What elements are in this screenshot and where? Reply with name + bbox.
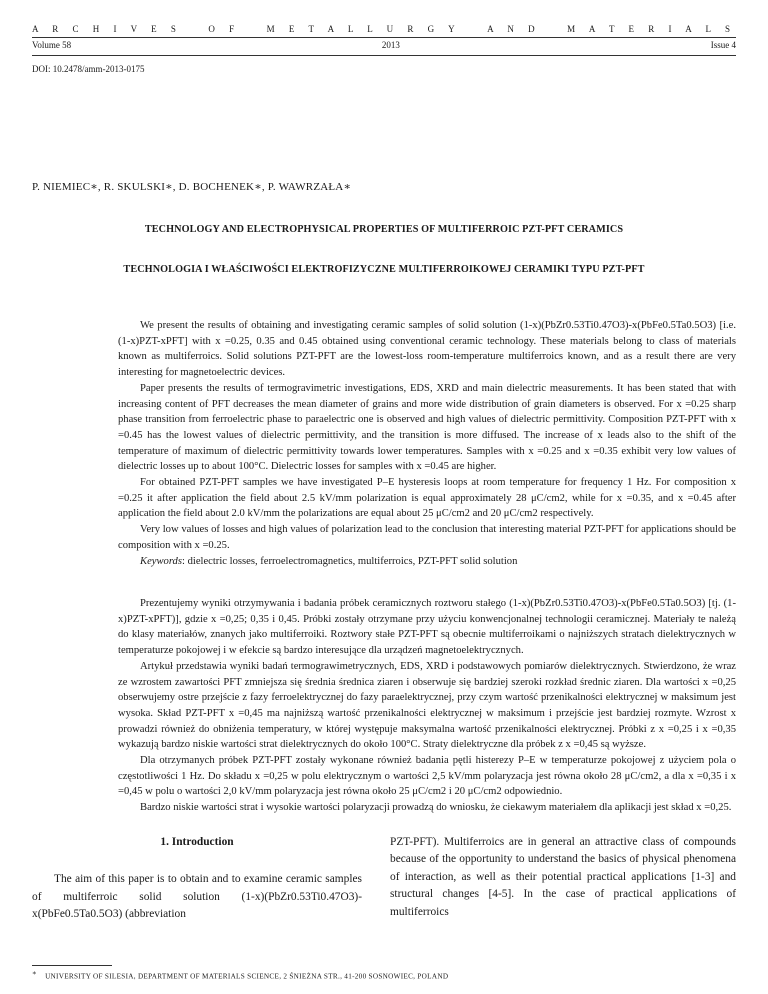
abstract-polish [118,596,736,816]
title-polish: TECHNOLOGIA I WŁAŚCIWOŚCI ELEKTROFIZYCZNE MULTIFERROIKOWEJ CERAMIKI TYPU PZT-PFT [123,264,645,275]
year-label: 2013 [381,40,400,50]
section-heading: 1. Introduction [160,836,234,848]
abstract-paragraph: Paper presents the results of termogravimetric investigations, EDS, XRD and main dielectric measurements. It has been stated that with increasing content of PFT decreases the mean diameter of grains and more wide distribution of grain diameters is observed. For x =0.25 sharp phase transition from ferroelectric phase to paraelectric one is observed and high values of dielectric permittivity. Composition PZT-PFT with x =0.45 has the lowest values of dielectric permittivity, and the transition is more diffused. The increase of x leads also to the shift of the temperature of maximum of dielectric permittivity towards lower temperatures. Samples with x =0.25 and x =0.35 exhibit very low values of dielectric losses up to about 100°C. Dielectric losses for samples with x =0.45 are higher. [118,382,736,473]
journal-word: A N D [487,24,541,34]
header-rule-top [32,37,736,38]
journal-name [32,24,736,34]
abstract-paragraph: Dla otrzymanych próbek PZT-PFT zostały wykonane również badania pętli histerezy P–E w temperaturze pokojowej z użyciem pola o częstotliwości 1 Hz. Do składu x =0,25 w polu elektrycznym o wartości 2,5 kV/mm polaryzacja jest równa około 28 μC/cm2, a dla x =0,35 i x =0,45 w polu o wartości 2,0 kV/mm polaryzacja jest równa około 25 μC/cm2 i 20 μC/cm2 odpowiednio. [118,755,736,798]
journal-word: O F [208,24,241,34]
body-column-right [390,834,736,921]
issue-meta [32,40,736,50]
abstract-paragraph: Prezentujemy wyniki otrzymywania i badania próbek ceramicznych roztworu stałego (1-x)(PbZr0.53Ti0.47O3)-x(PbFe0.5Ta0.5O3) [tj. (1-x)PZT-xPFT)], gdzie x =0,25; 0,35 i 0,45. Próbki zostały otrzymane przy użyciu konwencjonalnej technologii ceramicznej. Materiały te należą do klasy materiałów, znanych jako multiferroiki. Roztwory stałe PZT-PFT są obecnie multiferroikami o najniższych stratach dielektrycznych w temperaturze pokojowej i w efekcie są bardzo interesujące dla urządzeń magnetoelektrycznych. [118,598,736,657]
issue-label: Issue 4 [710,40,736,50]
volume-label: Volume 58 [32,40,72,50]
body-paragraph: PZT-PFT). Multiferroics are in general an attractive class of compounds because of the opportunity to understand the basics of physical phenomena of interaction, as well as their potential practical applications [1-3] and structural changes [4-5]. In the case of practical applications of multiferroics [390,836,736,918]
abstract-paragraph: We present the results of obtaining and investigating ceramic samples of solid solution (1-x)(PbZr0.53Ti0.47O3)-x(PbFe0.5Ta0.5O3) [i.e. (1-x)PZT-xPFT] with x =0.25, 0.35 and 0.45 obtained using conventional ceramic technology. These materials belong to class of materials known as multiferroics. Solid solutions PZT-PFT are the lowest-loss room-temperature multiferroics known, and as a result there are very interesting for magnetoelectric devices. [118,320,736,379]
title-english: TECHNOLOGY AND ELECTROPHYSICAL PROPERTIES OF MULTIFERROIC PZT-PFT CERAMICS [144,224,624,235]
keywords [118,554,736,570]
abstract-paragraph: Bardzo niskie wartości strat i wysokie wartości polaryzacji prowadzą do wniosku, że ciekawym materiałem dla aplikacji jest skład x =0,25. [140,802,732,814]
author-list: P. NIEMIEC∗, R. SKULSKI∗, D. BOCHENEK∗, P. WAWRZAŁA∗ [32,181,352,193]
body-paragraph: The aim of this paper is to obtain and to examine ceramic samples of multiferroic solid solution (1-x)(PbZr0.53Ti0.47O3)-x(PbFe0.5Ta0.5O3) (abbreviation [32,873,362,921]
keywords-list: : dielectric losses, ferroelectromagnetics, multiferroics, PZT-PFT solid solution [181,555,518,567]
doi[interactable]: DOI: 10.2478/amm-2013-0175 [32,64,145,74]
footnote-text: UNIVERSITY OF SILESIA, DEPARTMENT OF MATERIALS SCIENCE, 2 ŚNIEŻNA STR., 41-200 SOSNOWIEC, POLAND [45,972,449,981]
abstract-english [118,318,736,569]
footnote-mark: ∗ [32,969,38,977]
journal-word: M A T E R I A L S [567,24,736,34]
header-rule-bottom [32,55,736,56]
journal-word: A R C H I V E S [32,24,182,34]
abstract-paragraph: Artykuł przedstawia wyniki badań termograwimetrycznych, EDS, XRD i podstawowych pomiarów dielektrycznych. Stwierdzono, że wraz ze wzrostem zawartości PFT zmniejsza się średnia średnica ziaren i obserwuje się bardziej szeroki rozkład średnic ziaren. Dla wartości x =0,25 obserwujemy ostre przejście z fazy ferroelektrycznej do fazy paraelektrycznej, przy czym wartość przenikalności elektrycznej w maksimum jest wysoka. Skład PZT-PFT x =0,45 ma najniższą wartość przenikalności elektrycznej w maksimum i przejście jest bardziej rozmyte. Wzrost x prowadzi również do obniżenia temperatury, w której występuje maksymalna wartość przenikalności elektrycznej. Próbki z x =0,25 i x =0,35 wykazują bardzo niskie wartości strat dielektrycznych do około 100°C. Straty dielektryczne dla próbek z x =0,45 są wyższe. [118,660,736,751]
keywords-label: Keywords [140,555,182,567]
body-column-left [32,834,362,924]
abstract-paragraph: Very low values of losses and high values of polarization lead to the conclusion that interesting material PZT-PFT for applications should be composition with x =0.25. [118,524,736,551]
footnote-rule [32,965,112,966]
abstract-paragraph: For obtained PZT-PFT samples we have investigated P–E hysteresis loops at room temperature for frequency 1 Hz. For composition x =0.25 it after application the field about 2.5 kV/mm polarization is equal approximately 28 μC/cm2, while for x =0.35, and x =0.45 after application the field about 2.0 kV/mm the polarizations are equal about 25 μC/cm2 and 20 μC/cm2 respectively. [118,477,736,520]
journal-word: M E T A L L U R G Y [266,24,461,34]
affiliation-footnote [32,969,448,980]
